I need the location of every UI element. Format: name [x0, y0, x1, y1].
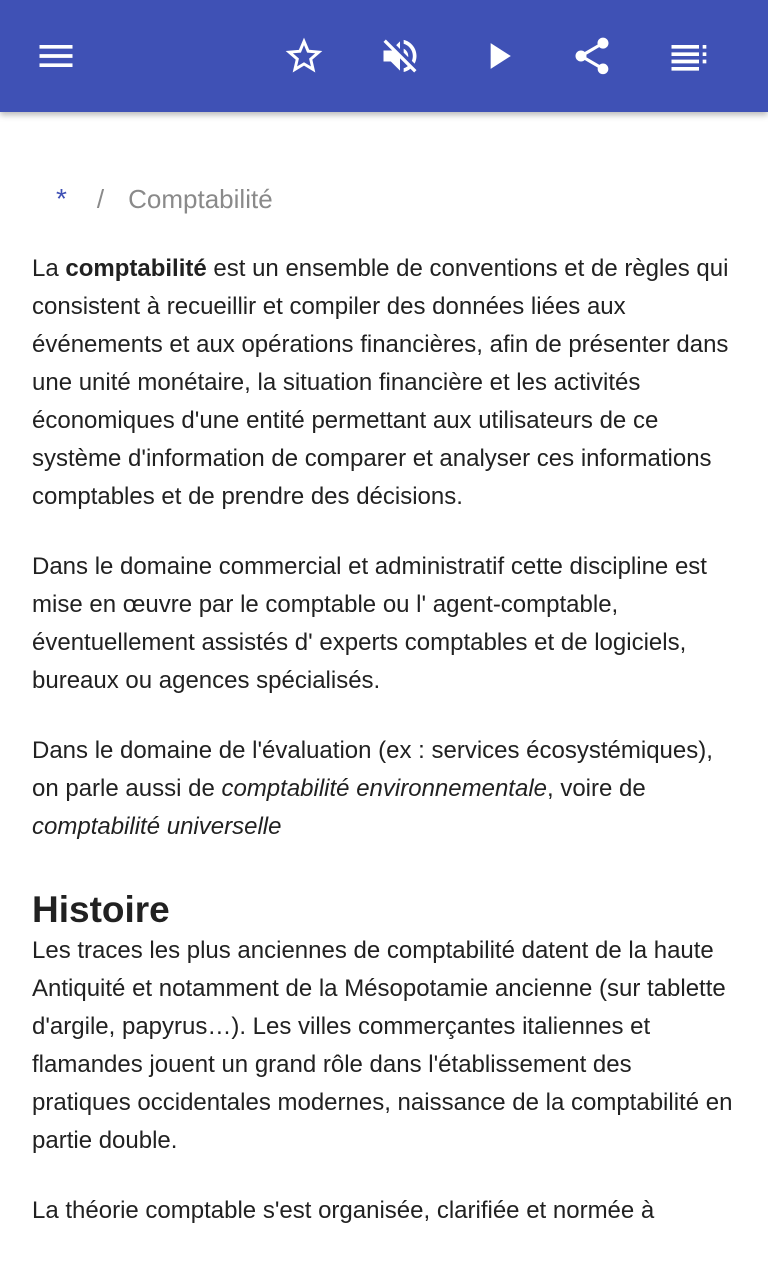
breadcrumb-current: Comptabilité — [128, 183, 273, 214]
breadcrumb-separator: / — [96, 183, 105, 214]
term-bold: comptabilité — [65, 255, 207, 282]
article-paragraph: Les traces les plus anciennes de comptabilité datent de la haute Antiquité et notamment de la Mésopotamie ancienne (sur tablette d'argile, papyrus…). Les villes commerçantes italiennes et flamandes jouent un grand rôle dans l'établissement des pratiques occidentales modernes, naissance de la comptabilité en partie double. — [32, 937, 733, 1154]
favorite-button[interactable] — [272, 24, 336, 88]
share-icon — [570, 34, 614, 78]
section-heading-history: Histoire — [32, 889, 170, 930]
app-toolbar — [0, 0, 768, 112]
volume-off-icon — [378, 34, 422, 78]
article-paragraph — [32, 732, 736, 846]
breadcrumb-home-link[interactable]: * — [56, 183, 67, 214]
article-content — [0, 112, 768, 1280]
term-italic: comptabilité environnementale — [221, 775, 547, 802]
star-icon — [282, 34, 326, 78]
article-paragraph: La théorie comptable s'est organisée, clarifiée et normée à — [32, 1197, 655, 1224]
paragraph-text: La — [32, 255, 66, 282]
play-icon — [476, 34, 520, 78]
menu-icon — [34, 34, 78, 78]
breadcrumb — [32, 182, 736, 216]
playlist-icon — [666, 34, 710, 78]
menu-button[interactable] — [24, 24, 88, 88]
contents-menu-button[interactable] — [656, 24, 720, 88]
term-italic: comptabilité universelle — [32, 813, 282, 840]
paragraph-text: Dans le domaine de l'évaluation (ex : services écosystémiques), on parle aussi de — [32, 737, 713, 802]
play-button[interactable] — [466, 24, 530, 88]
paragraph-text: , voire de — [547, 775, 646, 802]
article-paragraph — [32, 250, 736, 516]
share-button[interactable] — [560, 24, 624, 88]
paragraph-text: est un ensemble de conventions et de règles qui consistent à recueillir et compiler des données liées aux événements et aux opérations financières, afin de présenter dans une unité monétaire, la situation financière et les activités économiques d'une entité permettant aux utilisateurs de ce système d'information de comparer et analyser ces informations comptables et de prendre des décisions. — [32, 255, 729, 510]
mute-button[interactable] — [368, 24, 432, 88]
article-paragraph: Dans le domaine commercial et administratif cette discipline est mise en œuvre par le comptable ou l' agent-comptable, éventuellement assistés d' experts comptables et de logiciels, bureaux ou agences spécialisés. — [32, 553, 707, 694]
